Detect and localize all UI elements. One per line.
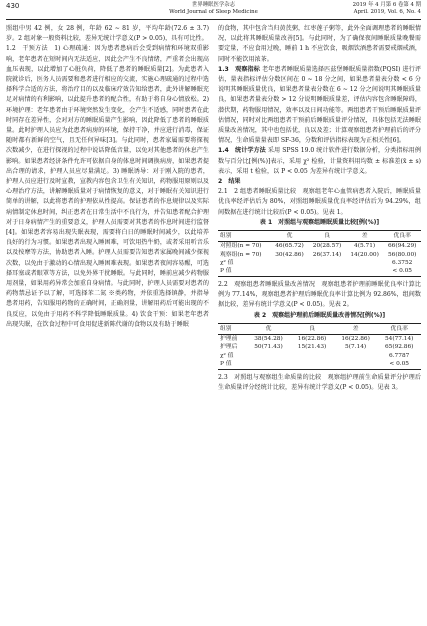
table-cell: 65(92.86) <box>384 344 414 351</box>
header-rule <box>6 19 421 20</box>
section-text-1-4: 采用 SPSS 19.0 统计软件进行数据分析，分类指标用例数与百分比[例(%)]表示，采用 χ² 检验，计量资料用均数 ± 标准差(x̄ ± s) 表示，采用 t 检验，以 P < 0.05 为差异有统计学意义。 <box>218 147 422 175</box>
page-number: 430 <box>6 2 20 10</box>
section-text-2-1: 2.1 2 组患者睡眠质量比较 观察组老年心血管病患者入院后，睡眠质量优良率经评估后为 80%，对照组睡眠质量优良率经评估后为 94.29%，组间数据在进行统计比较后(P < 0.05)。见表 1。 <box>218 188 421 216</box>
table-cell: < 0.05 <box>383 267 421 276</box>
table2-title: 表 2 观察组护理前后睡眠质量改善情况[例(%)] <box>253 311 386 319</box>
section-heading-1-3: 1.3 观察指标 <box>218 65 260 73</box>
table-cell: 38(54.28) <box>254 335 283 342</box>
paragraph-intervention: 1.2 干预方法 1) 心理疏通：因为患者患病后会受到病情和环境双重影响，老年患者在短时间内无法适应，因此会产生不良情绪，严重者会出现高血压表现，以此增加了心脏负荷，降低了患者的睡眠质量[2]。为此患者入院就诊后，医务人员需要和患者进行相应的交流，实施心理疏通的过程中选择科学合适的方法，将治疗目的以及临床疗效告知给患者，此外讲解睡眠充足对病情的有利影响，以此提升患者的配合性，有助于将自身心情放松。2) 环境护理：老年患者由于环境突然发生变化，会产生不适感，同时患者在此时同存在差异性，会对对方的睡眠质量产生影响，因此降低了患者的睡眠质量。此时护理人员应为此患者病房的环境，保持干净，并应进行消毒，保证随时都有新鲜的空气，且无任何异味[3]。与此同时，患者家属需要将探视次数减少，在进行探视的过程中说话降低音量，以免对其他患者的休息产生影响。如果患者经济条件允许可依据自身的体息时间调换病房，如果患者提出合理的请求，护理人员应尽量满足。3) 睡眠诱导：对于刚入院的患者，护理人员应进行及时宣教，宣教内容包含卫生有关知识，药物服用原则以及心理治疗方法，讲解睡眠质量对于病情恢复的意义，对于睡眠有关知识进行简单的讲解，以此将患者的护理依从性提高。保证患者的作息规律以及实际病情制定休息时间，纠正患者在日常生活中不良行为，并告知患者配合护理对于日身病情产生的重要意义，护理人员需要对其患者的作息时间进行监督[4]。如果患者容易出现失眠表现，需要将白日的睡眠时间减少，以此培养良好的行为习惯。如果患者出现入睡困难，可饮用热牛奶，或者采用听音乐以及按摩等方法，协助患者入睡。护理人员需要告知患者家属晚间减少探视次数，以免由于激动的心情出现入睡困难表现。如果患者夜间容易醒，可选择耳塞或者眼罩等方法，以免外界干扰睡眠。与此同时，睡前应减少药物服用剂量，如果用药异常会加重自身病情。与此同时，护理人员需要对患者的药物禁忌证予以了解，可选择苯二氮 ※类药物，并依重选择镇静，并指导患者用药，告知服用药物的正确时间，正确剂量，讲解用药后可能出现的不良反应，以免由于用药不科学降低睡眠质量。4) 饮食干预：如果老年患者出现失眠，在饮食过程中可食用促进新陈代谢的食物以及有助于睡眠 <box>6 45 209 328</box>
table-cell <box>346 259 384 267</box>
table-cell <box>308 259 346 267</box>
table-header-cell: 优良率 <box>377 323 421 334</box>
table-cell: 观察组(n = 70) <box>220 251 262 258</box>
table-cell: 护理后 <box>220 344 238 351</box>
table-cell: P 值 <box>218 360 247 369</box>
table-cell: 20(28.57) <box>312 243 342 250</box>
table-cell <box>346 267 384 276</box>
table-cell <box>271 259 309 267</box>
table-cell: 16(22.86) <box>341 335 370 342</box>
table-row <box>218 343 421 351</box>
right-column <box>218 24 421 393</box>
table-cell: 26(37.14) <box>312 251 342 258</box>
table-row <box>218 352 421 360</box>
table-row <box>218 334 421 343</box>
journal-title-en: World Journal of Sleep Medicine <box>169 9 258 15</box>
table2 <box>218 323 421 370</box>
table-cell: 30(42.86) <box>275 251 304 258</box>
issue-info <box>353 2 421 16</box>
table-header-cell: 优良率 <box>383 230 421 241</box>
table-cell: 66(94.29) <box>387 243 417 250</box>
table-cell <box>290 352 334 360</box>
table-cell: 对照组(n = 70) <box>220 243 262 250</box>
section-statistical-methods <box>218 146 421 177</box>
table-header-cell: 优 <box>247 323 291 334</box>
table-header-cell: 组别 <box>218 323 247 334</box>
table-cell <box>247 352 291 360</box>
table-cell: 15(21.43) <box>297 344 327 351</box>
left-column <box>6 24 209 330</box>
paragraph-general-info: 照组中男 42 例，女 28 例，年龄 62 ~ 81 岁，平均年龄(72.6 ± 3.7) 岁。2 组对象一般资料比较，差异无统计学意义(P > 0.05)，具有可比性。 <box>6 25 209 43</box>
table-cell <box>334 352 378 360</box>
table1-title: 表 1 对照组与观察组睡眠质量比较[例(%)] <box>259 218 380 226</box>
table-header-cell: 良 <box>308 230 346 241</box>
table-cell: P 值 <box>218 267 271 276</box>
table-row <box>218 259 421 267</box>
table-cell: χ² 值 <box>220 352 234 359</box>
table-header-cell: 组别 <box>218 230 271 241</box>
table-cell: 6.7787 <box>389 352 410 359</box>
table-row <box>218 242 421 251</box>
table-cell: χ² 值 <box>220 260 234 267</box>
page-header <box>6 2 421 24</box>
table-cell: 46(65.72) <box>275 243 304 250</box>
section-text-1-3: 老年患者睡眠质量选择匹兹堡睡眠质量指数(PQSI) 进行评估，量表指标评估分数区间在 0 ~ 18 分之间，如果患者量表分数 < 6 分说明其睡眠质量优良，如果患者量表分数在 6 ~ 12 分之间说明其睡眠质量良，如果患者量表分数 > 12 分说明睡眠质量差，评估内容包含睡眠障碍，潜伏期，药物服用情况，效率以及日间功能等。两组患者干预后睡眠质量评估情况，同时对比两组患者干预前后睡眠质量评分情况，具体包括无法睡眠质量改善情况，其中也包括优，良以及差；计算观察组患者护理前后的评分情况，生命质量量表即 SF-36，分数和评估指标表现为正相关性[6]。 <box>218 65 422 145</box>
table1 <box>218 230 421 277</box>
table-cell: 54(77.14) <box>384 335 414 342</box>
paragraph-diet-continued: 的食物，其中包含当归黄芪粥，红枣莲子粥等，此外全面调理患者的睡眠情况，以此将其睡眠质量改善[5]。与此同时，为了确保夜间睡眠质量晚餐需要定量，不应食用过晚，睡前 1 h 不应饮食，吸烟饮酒患者需要戒烟戒酒，同时不能饮用浓茶。 <box>218 25 421 63</box>
table-cell <box>334 360 378 369</box>
table-row <box>218 267 421 276</box>
table-cell: 6.3752 <box>392 260 413 267</box>
table-cell: < 0.05 <box>377 360 421 369</box>
table-row <box>218 360 421 369</box>
section-heading-1-4: 1.4 统计学方法 <box>218 147 266 155</box>
table-cell: 4(5.71) <box>354 243 376 250</box>
table-header-cell: 优 <box>271 230 309 241</box>
table-header-cell: 差 <box>334 323 378 334</box>
section-text-2-2: 2.2 观察组患者睡眠质量改善情况 观察组患者护理前睡眠优良率计算比例为 77.14%，观察组患者护理后睡眠优良率计算比例为 92.86%，组间数据比较，差异有统计学意义(P < 0.05)。见表 2。 <box>218 280 421 309</box>
issue-cn: 2019 年 4 月第 6 卷第 4 期 <box>352 2 421 8</box>
table-cell: 护理前 <box>220 335 238 342</box>
table-header-cell: 良 <box>290 323 334 334</box>
section-observation-indicators <box>218 65 421 147</box>
table-cell <box>247 360 291 369</box>
journal-title-cn: 世界睡眠医学杂志 <box>191 2 236 8</box>
table-cell <box>290 360 334 369</box>
table-cell: 5(7.14) <box>345 344 367 351</box>
table-cell: 14(20.00) <box>350 251 379 258</box>
section-text-2-3: 2.3 对照组与观察组生命质量的比较 观察组护理前生命质量评分护理后生命质量评分经统计比较，差异有统计学意义(P < 0.05)。见表 3。 <box>218 373 421 391</box>
section-heading-results: 2 结果 <box>218 178 241 186</box>
table-cell: 56(80.00) <box>387 251 417 258</box>
table-header-row <box>218 230 421 241</box>
table-cell <box>308 267 346 276</box>
table-header-row <box>218 323 421 334</box>
table-cell: 50(71.43) <box>254 344 283 351</box>
issue-en: April. 2019, Vol. 6, No. 4 <box>353 9 421 15</box>
table-header-cell: 差 <box>346 230 384 241</box>
table-row <box>218 251 421 259</box>
table-cell <box>271 267 309 276</box>
table-cell: 16(22.86) <box>297 335 327 342</box>
